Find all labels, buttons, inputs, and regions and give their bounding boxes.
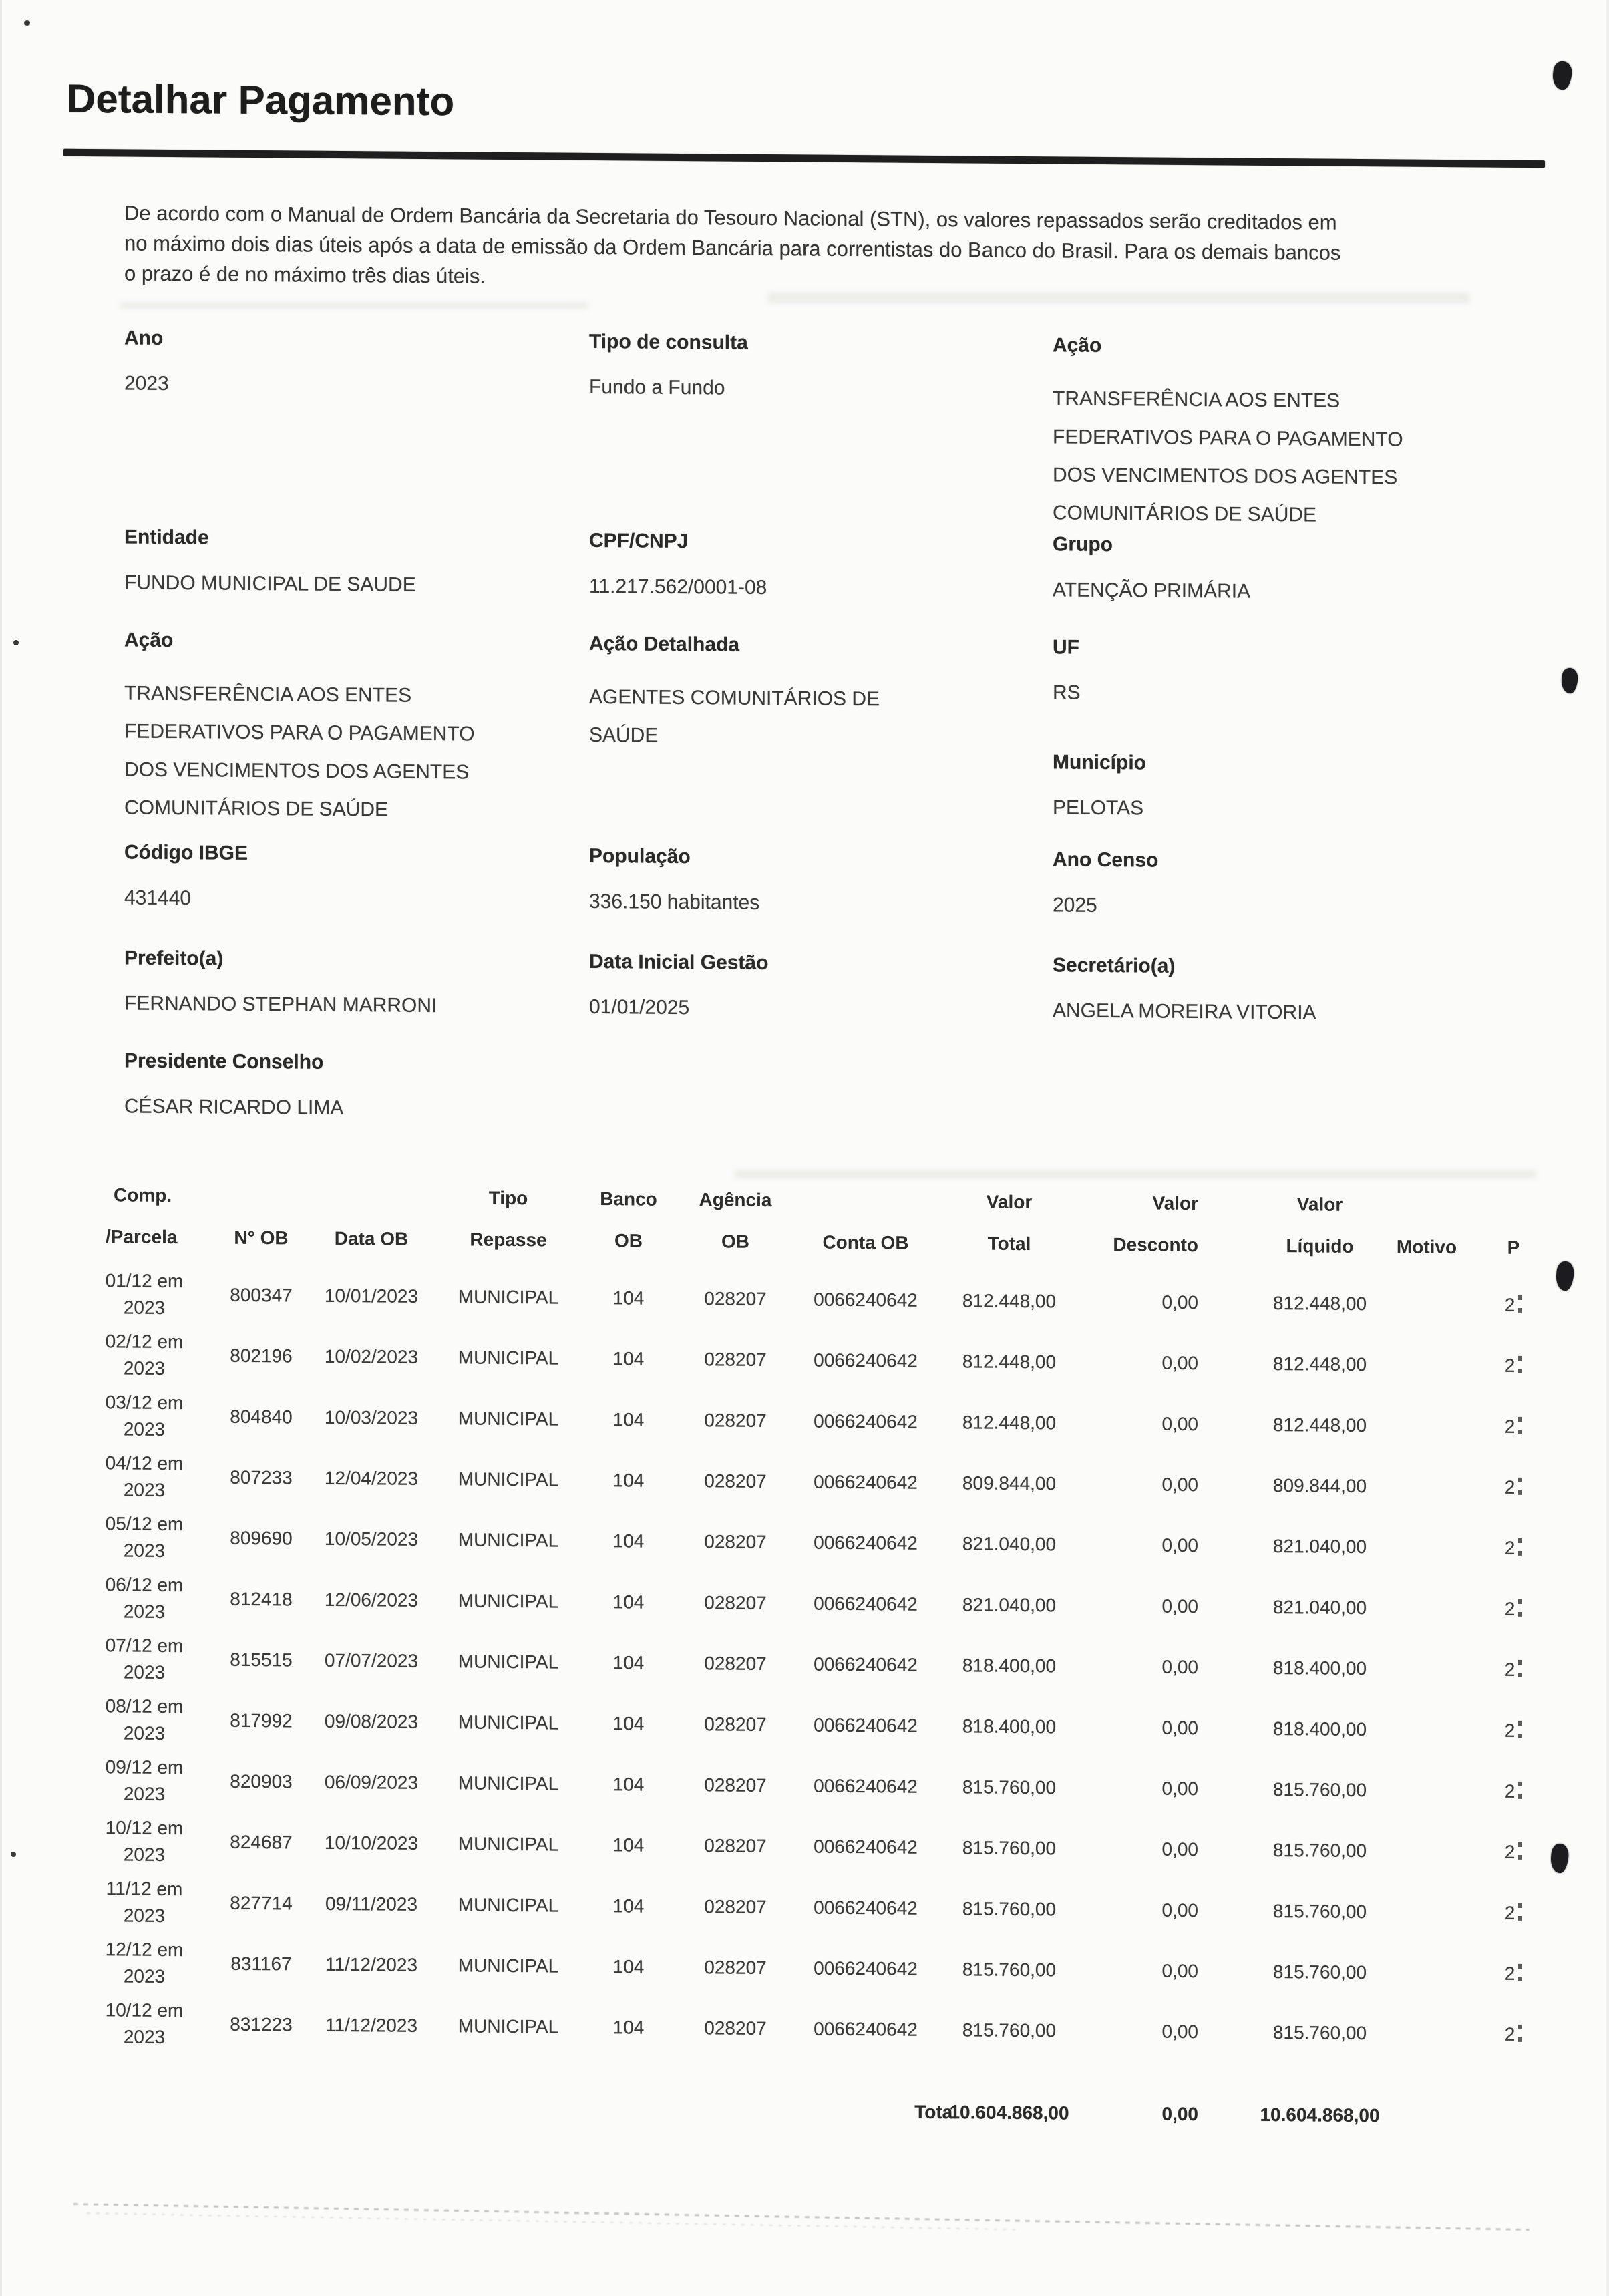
- table-row: [98, 1871, 1567, 1943]
- table-row: [98, 1810, 1567, 1882]
- table-row: [98, 1446, 1567, 1518]
- table-cell: 104: [612, 1651, 645, 1673]
- table-cell: 0,00: [1161, 1838, 1198, 1860]
- table-cell: 0066240642: [814, 1775, 918, 1797]
- table-cell: 0,00: [1161, 2021, 1198, 2042]
- table-cell: 10/01/2023: [324, 1285, 419, 1307]
- total-valor-desconto: 0,00: [1161, 2103, 1198, 2124]
- field-label: Tipo de consulta: [589, 330, 748, 354]
- field-municipio: [1053, 751, 1146, 820]
- table-cell: 815.760,00: [962, 1897, 1057, 1919]
- table-cell: 2: [1467, 1476, 1560, 1498]
- table-cell: 812.448,00: [962, 1411, 1057, 1433]
- total-valor-liquido: 10.604.868,00: [1260, 2104, 1380, 2126]
- table-cell: 815.760,00: [1272, 1900, 1367, 1922]
- table-cell: 10/10/2023: [324, 1832, 419, 1854]
- field-data-inicial-gestao: [589, 951, 768, 1020]
- table-cell: 0066240642: [814, 2018, 918, 2040]
- table-cell: 028207: [704, 1774, 767, 1796]
- table-cell: 815515: [230, 1649, 293, 1670]
- field-label: Município: [1053, 751, 1146, 774]
- field-value: 2025: [1053, 894, 1097, 917]
- field-label: Ação: [124, 629, 174, 652]
- table-row: [98, 1628, 1567, 1700]
- table-cell: 0066240642: [814, 1410, 918, 1432]
- table-cell: 10/12 em 2023: [105, 1816, 184, 1865]
- table-cell: 812.448,00: [962, 1350, 1057, 1372]
- table-header-cell: Valor Desconto: [1113, 1192, 1198, 1256]
- table-cell: 104: [612, 1287, 645, 1309]
- table-cell: 809.844,00: [962, 1472, 1057, 1494]
- table-cell: 10/12 em 2023: [105, 1999, 184, 2047]
- table-row: [98, 1993, 1567, 2065]
- table-cell: 818.400,00: [1272, 1657, 1367, 1679]
- table-cell: 2: [1467, 1355, 1560, 1377]
- table-header-cell: Motivo: [1396, 1236, 1457, 1258]
- table-cell: 815.760,00: [1272, 1839, 1367, 1861]
- table-cell: 0,00: [1161, 1899, 1198, 1921]
- table-cell: 10/05/2023: [324, 1528, 419, 1550]
- table-cell: 06/09/2023: [324, 1771, 419, 1793]
- field-label: Grupo: [1053, 533, 1113, 556]
- table-row: [98, 1750, 1567, 1822]
- table-cell: 028207: [704, 1652, 767, 1674]
- field-value: 2023: [124, 372, 169, 395]
- table-cell: 812.448,00: [962, 1289, 1057, 1311]
- field-label: CPF/CNPJ: [589, 529, 689, 553]
- table-cell: MUNICIPAL: [458, 2015, 559, 2037]
- field-cpf-cnpj: [589, 530, 767, 599]
- field-label: Prefeito(a): [124, 947, 224, 970]
- table-header-cell: Banco OB: [600, 1188, 657, 1251]
- table-cell: 2: [1467, 1719, 1560, 1742]
- table-cell: MUNICIPAL: [458, 1832, 559, 1855]
- scan-artifact-dot: [11, 1852, 16, 1857]
- table-cell: 2: [1467, 1902, 1560, 1924]
- field-value: TRANSFERÊNCIA AOS ENTES FEDERATIVOS PARA O PAGAMENTO DOS VENCIMENTOS DOS AGENTES COMUNITÁRIOS DE SAÚDE: [124, 682, 475, 821]
- table-cell: 06/12 em 2023: [105, 1573, 184, 1622]
- field-presidente-conselho: [124, 1049, 343, 1120]
- table-cell: 104: [612, 1955, 645, 1977]
- intro-line: De acordo com o Manual de Ordem Bancária da Secretaria do Tesouro Nacional (STN), os valores repassados serão creditados em: [124, 201, 1337, 234]
- table-cell: 0,00: [1161, 1717, 1198, 1738]
- table-cell: 07/12 em 2023: [105, 1634, 184, 1683]
- table-cell: 11/12/2023: [325, 1953, 418, 1975]
- field-ano: [124, 327, 169, 395]
- field-grupo: [1053, 533, 1250, 603]
- field-label: Ano: [124, 327, 164, 349]
- table-cell: 028207: [704, 1895, 767, 1917]
- table-cell: 05/12 em 2023: [105, 1512, 184, 1561]
- field-label: Presidente Conselho: [124, 1049, 324, 1074]
- table-cell: [1387, 1608, 1467, 1609]
- table-cell: 028207: [704, 1530, 767, 1552]
- table-cell: 028207: [704, 1287, 767, 1309]
- scan-smudge: [768, 293, 1469, 303]
- table-cell: 821.040,00: [962, 1532, 1057, 1554]
- table-cell: 0066240642: [814, 1836, 918, 1858]
- field-label: População: [589, 844, 691, 868]
- table-cell: 0066240642: [814, 1653, 918, 1675]
- table-cell: 2: [1467, 2023, 1560, 2045]
- field-label: Secretário(a): [1053, 954, 1176, 977]
- table-cell: [1387, 1912, 1467, 1913]
- table-cell: 2: [1467, 1598, 1560, 1620]
- table-cell: 12/04/2023: [324, 1467, 419, 1489]
- table-cell: 11/12 em 2023: [106, 1877, 183, 1926]
- table-cell: 104: [612, 1712, 645, 1734]
- table-cell: [1387, 1790, 1467, 1791]
- table-row: [98, 1385, 1567, 1457]
- table-cell: MUNICIPAL: [458, 1407, 559, 1430]
- field-value: ANGELA MOREIRA VITORIA: [1053, 999, 1316, 1024]
- table-cell: 0,00: [1161, 1778, 1198, 1799]
- table-cell: 0066240642: [814, 1289, 918, 1311]
- field-value: 431440: [124, 886, 192, 910]
- table-body: [98, 1263, 1567, 2065]
- table-row: [98, 1263, 1567, 1335]
- field-value: CÉSAR RICARDO LIMA: [124, 1095, 344, 1120]
- table-cell: 821.040,00: [1272, 1535, 1367, 1557]
- intro-paragraph: [124, 198, 1340, 297]
- field-value: 336.150 habitantes: [589, 890, 760, 914]
- table-cell: 831223: [230, 2013, 293, 2035]
- table-cell: 824687: [230, 1831, 293, 1852]
- field-label: UF: [1053, 636, 1079, 659]
- table-cell: 2: [1467, 1294, 1560, 1316]
- field-entidade: [124, 526, 416, 596]
- table-cell: MUNICIPAL: [458, 1528, 559, 1551]
- table-cell: 104: [612, 2016, 645, 2038]
- table-cell: [1387, 2033, 1467, 2034]
- table-cell: 815.760,00: [962, 1958, 1057, 1980]
- table-header-cell: Comp. /Parcela: [106, 1184, 178, 1248]
- table-cell: 0,00: [1161, 1534, 1198, 1556]
- table-cell: 104: [612, 1347, 645, 1369]
- table-cell: 2: [1467, 1659, 1560, 1681]
- table-cell: 817992: [230, 1709, 293, 1731]
- table-header-cell: Tipo Repasse: [470, 1187, 547, 1251]
- table-row: [98, 1506, 1567, 1579]
- field-codigo-ibge: [124, 841, 248, 910]
- field-value: TRANSFERÊNCIA AOS ENTES FEDERATIVOS PARA O PAGAMENTO DOS VENCIMENTOS DOS AGENTES COMUNITÁRIOS DE SAÚDE: [1053, 387, 1403, 526]
- table-cell: 104: [612, 1530, 645, 1552]
- table-cell: 04/12 em 2023: [105, 1452, 184, 1500]
- table-cell: MUNICIPAL: [458, 1589, 559, 1612]
- table-cell: 815.760,00: [1272, 1961, 1367, 1983]
- table-row: [98, 1324, 1567, 1396]
- table-cell: 818.400,00: [962, 1715, 1057, 1737]
- table-cell: [1387, 1304, 1467, 1305]
- table-cell: 821.040,00: [962, 1593, 1057, 1615]
- table-cell: 0066240642: [814, 1593, 918, 1615]
- table-cell: 028207: [704, 1956, 767, 1978]
- table-cell: 0066240642: [814, 1714, 918, 1736]
- table-cell: 0066240642: [814, 1532, 918, 1554]
- table-cell: MUNICIPAL: [458, 1893, 559, 1916]
- table-cell: 2: [1467, 1416, 1560, 1438]
- table-header-cell: Valor Líquido: [1286, 1194, 1354, 1257]
- table-cell: 812.448,00: [1272, 1292, 1367, 1314]
- table-cell: 09/08/2023: [324, 1710, 419, 1732]
- table-cell: 815.760,00: [1272, 2021, 1367, 2043]
- field-acao-left: [124, 629, 508, 830]
- field-label: Entidade: [124, 526, 209, 549]
- table-cell: 0,00: [1161, 1595, 1198, 1617]
- table-cell: 821.040,00: [1272, 1596, 1367, 1618]
- field-value: PELOTAS: [1053, 796, 1144, 820]
- table-cell: [1387, 1851, 1467, 1852]
- table-cell: 2: [1467, 1841, 1560, 1863]
- table-cell: 809.844,00: [1272, 1474, 1367, 1496]
- table-cell: 0066240642: [814, 1957, 918, 1979]
- table-cell: 104: [612, 1773, 645, 1795]
- page-title: Detalhar Pagamento: [67, 75, 455, 124]
- field-value: ATENÇÃO PRIMÁRIA: [1053, 579, 1251, 603]
- table-row: [98, 1932, 1567, 2004]
- table-cell: 028207: [704, 1591, 767, 1613]
- field-ano-censo: [1053, 848, 1158, 917]
- table-header-cell: Valor Total: [986, 1191, 1033, 1255]
- table-cell: 11/12/2023: [325, 2014, 418, 2036]
- table-cell: 07/07/2023: [324, 1649, 419, 1671]
- field-acao-detalhada: [589, 633, 926, 757]
- table-cell: 028207: [704, 1470, 767, 1492]
- table-cell: 818.400,00: [962, 1654, 1057, 1676]
- table-cell: MUNICIPAL: [458, 1954, 559, 1977]
- table-row: [98, 1689, 1567, 1761]
- field-value: AGENTES COMUNITÁRIOS DE SAÚDE: [589, 685, 880, 747]
- table-cell: 2: [1467, 1537, 1560, 1559]
- field-label: Ano Censo: [1053, 848, 1159, 872]
- field-label: Data Inicial Gestão: [589, 950, 769, 975]
- field-populacao: [589, 845, 759, 915]
- table-cell: 812418: [230, 1588, 293, 1609]
- table-cell: 104: [612, 1895, 645, 1917]
- scan-artifact-dot: [13, 640, 19, 645]
- table-cell: 0066240642: [814, 1349, 918, 1371]
- table-cell: 809690: [230, 1527, 293, 1548]
- table-cell: 01/12 em 2023: [105, 1269, 184, 1318]
- table-cell: 820903: [230, 1770, 293, 1792]
- table-header-row: [98, 1184, 1567, 1259]
- total-valor-total: 10.604.868,00: [949, 2101, 1069, 2124]
- table-cell: 10/03/2023: [324, 1406, 419, 1428]
- table-cell: 804840: [230, 1406, 293, 1427]
- table-cell: 0,00: [1161, 1960, 1198, 1981]
- field-value: FUNDO MUNICIPAL DE SAUDE: [124, 571, 416, 596]
- table-cell: MUNICIPAL: [458, 1285, 559, 1308]
- table-cell: 104: [612, 1469, 645, 1491]
- table-cell: 104: [612, 1591, 645, 1613]
- table-cell: 104: [612, 1834, 645, 1856]
- scan-smudge: [120, 302, 588, 309]
- table-header-cell: N° OB: [234, 1226, 289, 1249]
- table-cell: 08/12 em 2023: [105, 1695, 184, 1744]
- table-cell: 812.448,00: [1272, 1353, 1367, 1375]
- field-prefeito: [124, 947, 437, 1017]
- field-label: Ação: [1053, 334, 1102, 357]
- table-cell: MUNICIPAL: [458, 1772, 559, 1794]
- field-tipo-consulta: [589, 331, 748, 400]
- table-cell: 09/11/2023: [325, 1893, 418, 1915]
- total-label: Total: [914, 2101, 958, 2122]
- field-value: FERNANDO STEPHAN MARRONI: [124, 992, 437, 1017]
- scan-smudge: [735, 1170, 1536, 1178]
- table-header-cell: Agência OB: [699, 1189, 772, 1252]
- table-cell: 12/12 em 2023: [105, 1938, 184, 1987]
- table-row: [98, 1567, 1567, 1639]
- table-cell: MUNICIPAL: [458, 1711, 559, 1734]
- table-header-cell: Conta OB: [822, 1231, 909, 1253]
- table-cell: 0,00: [1161, 1413, 1198, 1434]
- field-acao: [1053, 334, 1437, 535]
- scan-artifact-dot: [24, 20, 30, 26]
- table-cell: 028207: [704, 2017, 767, 2039]
- table-cell: MUNICIPAL: [458, 1346, 559, 1369]
- field-value: 11.217.562/0001-08: [589, 575, 767, 599]
- field-value: RS: [1053, 681, 1081, 704]
- title-underline: [63, 149, 1545, 168]
- field-uf: [1053, 636, 1081, 704]
- table-cell: 812.448,00: [1272, 1414, 1367, 1436]
- intro-line: no máximo dois dias úteis após a data de emissão da Ordem Bancária para correntistas do Banco do Brasil. Para os demais bancos: [124, 231, 1341, 265]
- table-header-cell: P: [1507, 1237, 1520, 1258]
- table-cell: 09/12 em 2023: [105, 1756, 184, 1804]
- table-cell: 2: [1467, 1780, 1560, 1802]
- field-value: Fundo a Fundo: [589, 375, 725, 399]
- table-cell: 028207: [704, 1713, 767, 1735]
- table-cell: 12/06/2023: [324, 1589, 419, 1611]
- table-cell: [1387, 1547, 1467, 1548]
- field-label: Código IBGE: [124, 841, 248, 864]
- table-cell: 0066240642: [814, 1897, 918, 1919]
- table-cell: 802196: [230, 1345, 293, 1366]
- table-cell: 807233: [230, 1466, 293, 1488]
- table-cell: 800347: [230, 1284, 293, 1305]
- table-cell: 03/12 em 2023: [105, 1391, 184, 1440]
- table-cell: MUNICIPAL: [458, 1650, 559, 1673]
- intro-line: o prazo é de no máximo três dias úteis.: [124, 261, 486, 288]
- table-cell: 815.760,00: [962, 2019, 1057, 2041]
- table-cell: 818.400,00: [1272, 1717, 1367, 1740]
- payments-table: [98, 1184, 1567, 2147]
- table-header-cell: Data OB: [334, 1227, 409, 1249]
- field-label: Ação Detalhada: [589, 632, 740, 656]
- table-cell: 815.760,00: [962, 1776, 1057, 1798]
- table-cell: 104: [612, 1408, 645, 1430]
- table-cell: 0,00: [1161, 1352, 1198, 1373]
- table-cell: 10/02/2023: [324, 1345, 419, 1367]
- table-cell: 028207: [704, 1348, 767, 1370]
- table-cell: 827714: [230, 1892, 293, 1913]
- table-cell: 0,00: [1161, 1291, 1198, 1313]
- table-cell: 0066240642: [814, 1471, 918, 1493]
- table-cell: 02/12 em 2023: [105, 1330, 184, 1379]
- table-cell: 815.760,00: [1272, 1778, 1367, 1800]
- table-cell: 2: [1467, 1963, 1560, 1985]
- field-value: 01/01/2025: [589, 995, 690, 1019]
- table-total-row: [98, 2075, 1567, 2147]
- table-cell: 028207: [704, 1409, 767, 1431]
- table-cell: 831167: [230, 1953, 292, 1974]
- table-cell: MUNICIPAL: [458, 1468, 559, 1490]
- table-cell: 028207: [704, 1834, 767, 1856]
- table-cell: [1387, 1486, 1467, 1487]
- field-secretario: [1053, 954, 1316, 1024]
- table-cell: 815.760,00: [962, 1836, 1057, 1858]
- table-cell: 0,00: [1161, 1474, 1198, 1495]
- table-cell: 0,00: [1161, 1656, 1198, 1677]
